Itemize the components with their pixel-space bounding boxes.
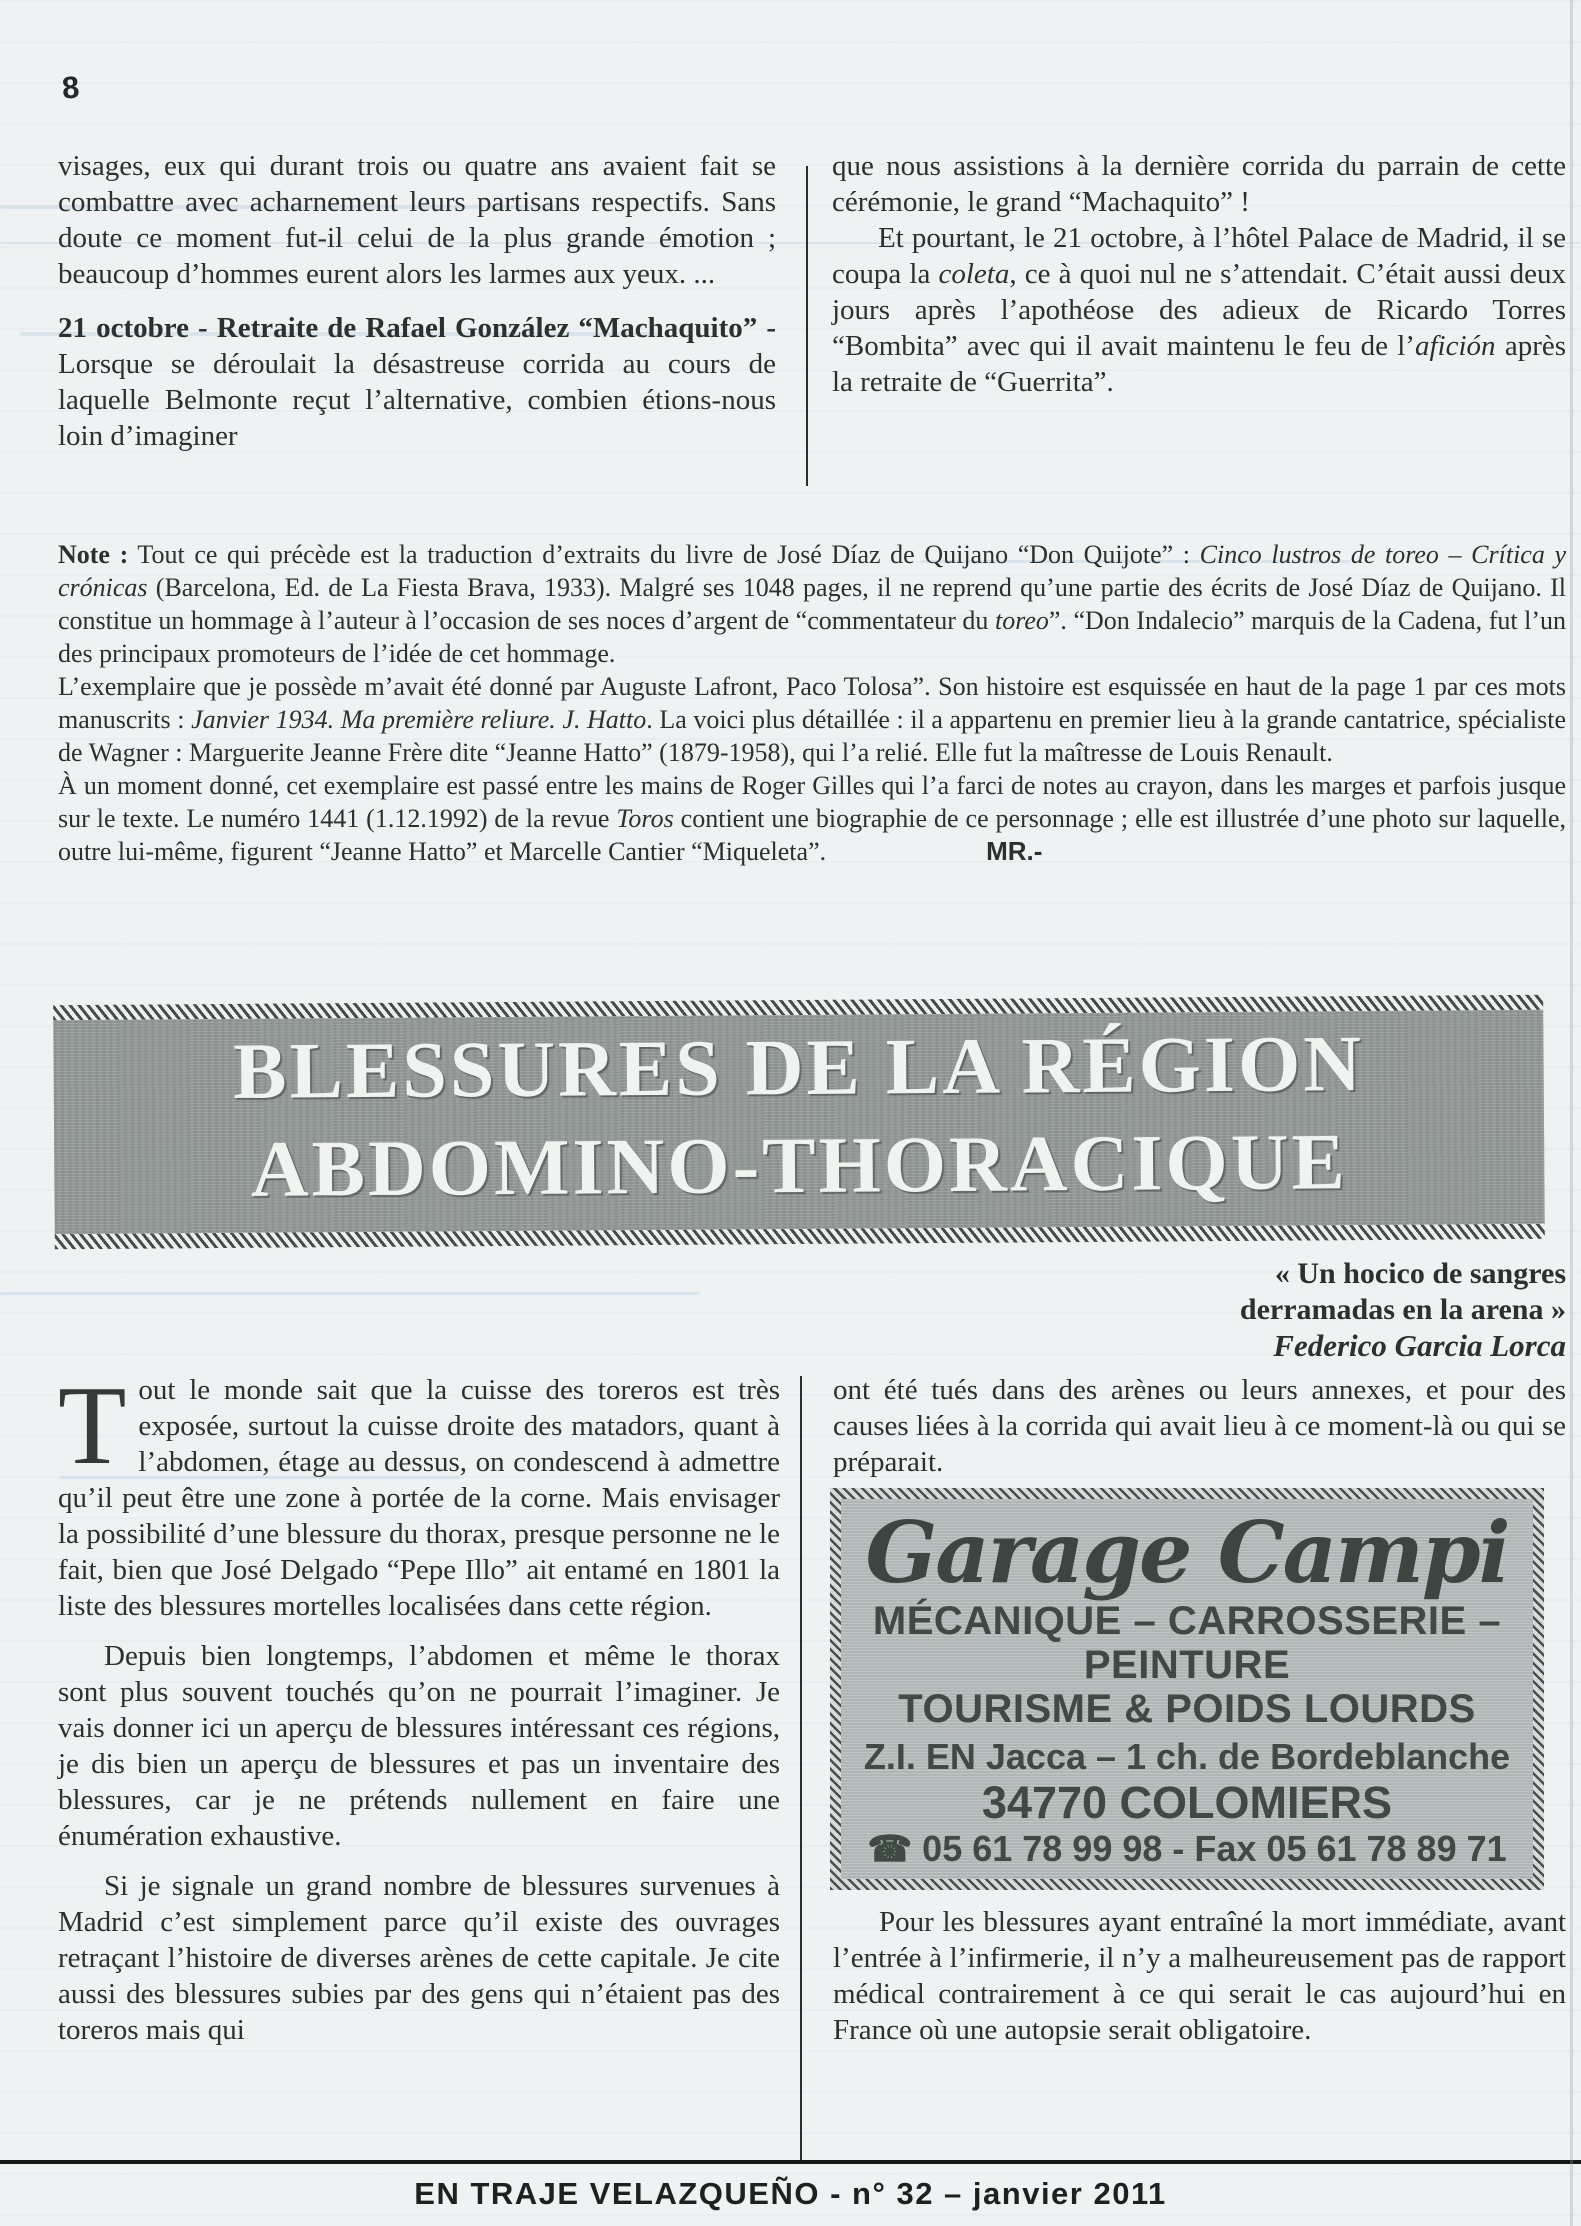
ad-box <box>830 1488 1544 1890</box>
banner-title-line1: BLESSURES DE LA RÉGION <box>232 1020 1365 1116</box>
ad-address-line1: Z.I. EN Jacca – 1 ch. de Bordeblanche <box>863 1736 1511 1777</box>
top-right-column <box>832 148 1566 454</box>
column-divider <box>806 166 808 486</box>
ad-address-line2: 34770 COLOMIERS <box>981 1777 1393 1828</box>
ad-services-line2: PEINTURE <box>1083 1643 1291 1687</box>
body-right-column <box>833 1372 1566 2048</box>
page-number: 8 <box>60 69 81 106</box>
ad-content <box>841 1499 1533 1879</box>
paragraph: Et pourtant, le 21 octobre, à l’hôtel Palace de Madrid, il se coupa la coleta, ce à quoi nul ne s’attendait. C’était aussi deux jours après l’apothéose des adieux de Ricardo Torres “Bombita” avec qui il avait maintenu le feu de l’afición après la retraite de “Guerrita”. <box>832 222 1567 398</box>
ad-services-line1: MÉCANIQUE – CARROSSERIE – <box>872 1599 1502 1643</box>
quote-line: « Un hocico de sangres <box>1274 1257 1566 1290</box>
section-banner <box>53 995 1545 1249</box>
note-paragraph: À un moment donné, cet exemplaire est passé entre les mains de Roger Gilles qui l’a farci de notes au crayon, dans les marges et parfois jusque sur le texte. Le numéro 1441 (1.12.1992) de la revue Toros contient une biographie de ce personnage ; elle est illustrée d’une photo sur laquelle, outre lui-même, figurent “Jeanne Hatto” et Marcelle Cantier “Miqueleta”. MR.- <box>58 771 1566 866</box>
paragraph: ont été tués dans des arènes ou leurs annexes, et pour des causes liées à la corrida qui avait lieu à ce moment-là ou qui se préparait. <box>833 1374 1566 1478</box>
column-divider <box>800 1376 802 2160</box>
paragraph: Depuis bien longtemps, l’abdomen et même le thorax sont plus souvent touchés qu’on ne pourrait l’imaginer. Je vais donner ici un aperçu de blessures intéressant ces régions, je dis bien un aperçu de blessures et pas un inventaire des blessures, car je ne prétends nullement en faire une énumération exhaustive. <box>58 1640 780 1852</box>
paragraph: Si je signale un grand nombre de blessures survenues à Madrid c’est simplement parce qu’il existe des ouvrages retraçant l’histoire de diverses arènes de cette capitale. Je cite aussi des blessures subies par des gens qui n’étaient pas des toreros mais qui <box>58 1870 780 2046</box>
scan-streak <box>0 1292 700 1295</box>
banner-body <box>53 1010 1544 1234</box>
top-article <box>58 148 1566 454</box>
note-section <box>58 538 1566 868</box>
footer-rule <box>0 2160 1581 2164</box>
top-left-column <box>58 148 776 454</box>
quote-line: derramadas en la arena » <box>1239 1293 1566 1326</box>
pull-quote <box>900 1256 1566 1364</box>
paragraph: visages, eux qui durant trois ou quatre ans avaient fait se combattre avec acharnement leurs partisans respectifs. Sans doute ce moment fut-il celui de la plus grande émotion ; beaucoup d’hommes eurent alors les larmes aux yeux. ... <box>58 150 776 290</box>
paragraph-text: out le monde sait que la cuisse des toreros est très exposée, surtout la cuisse droite des matadors, quant à l’abdomen, étage au dessus, on condescend à admettre qu’il peut être une zone à portée de la corne. Mais envisager la possibilité d’une blessure du thorax, presque personne ne le fait, bien que José Delgado “Pepe Illo” ait entamé en 1801 la liste des blessures mortelles localisées dans cette région. <box>58 1374 780 1622</box>
body-left-column <box>58 1364 780 2048</box>
paragraph: Pour les blessures ayant entraîné la mort immédiate, avant l’entrée à l’infirmerie, il n’y a malheureusement pas de rapport médical contrairement à ce qui serait le cas aujourd’hui en France où une autopsie serait obligatoire. <box>833 1906 1566 2046</box>
note-paragraph: Note : Tout ce qui précède est la traduction d’extraits du livre de José Díaz de Quijano “Don Quijote” : Cinco lustros de toreo – Crítica y crónicas (Barcelona, Ed. de La Fiesta Brava, 1933). Malgré ses 1048 pages, il ne reprend qu’une partie des écrits de José Díaz de Quijano. Il constitue un hommage à l’auteur à l’occasion de ses noces d’argent de “commentateur du toreo”. “Don Indalecio” marquis de la Cadena, fut l’un des principaux promoteurs de l’idée de cet hommage. <box>58 540 1566 668</box>
paragraph: que nous assistions à la dernière corrida du parrain de cette cérémonie, le grand “Machaquito” ! <box>832 150 1566 218</box>
ad-services-line3: TOURISME & POIDS LOURDS <box>898 1687 1476 1731</box>
paragraph <box>58 1364 780 1624</box>
ad-logo: Garage Campi <box>865 1503 1509 1602</box>
ad-phone-number: 05 61 78 99 98 - Fax 05 61 78 89 71 <box>922 1828 1507 1869</box>
drop-cap: T <box>58 1364 127 1488</box>
banner-title-line2: ABDOMINO-THORACIQUE <box>250 1118 1349 1214</box>
paragraph: 21 octobre - Retraite de Rafael González “Machaquito” - Lorsque se déroulait la désastreuse corrida au cours de laquelle Belmonte reçut l’alternative, combien étions-nous loin d’imaginer <box>58 312 776 452</box>
quote-attribution: Federico Garcia Lorca <box>1273 1328 1566 1363</box>
phone-icon: ☎ <box>867 1828 913 1869</box>
note-paragraph: L’exemplaire que je possède m’avait été donné par Auguste Lafront, Paco Tolosa”. Son histoire est esquissée en haut de la page 1 par ces mots manuscrits : Janvier 1934. Ma première reliure. J. Hatto. La voici plus détaillée : il a appartenu en premier lieu à la grande cantatrice, spécialiste de Wagner : Marguerite Jeanne Frère dite “Jeanne Hatto” (1879-1958), qui l’a relié. Elle fut la maîtresse de Louis Renault. <box>58 672 1566 767</box>
footer-text: EN TRAJE VELAZQUEÑO - n° 32 – janvier 2011 <box>414 2176 1167 2211</box>
ad-phone-line <box>845 1827 1529 1871</box>
